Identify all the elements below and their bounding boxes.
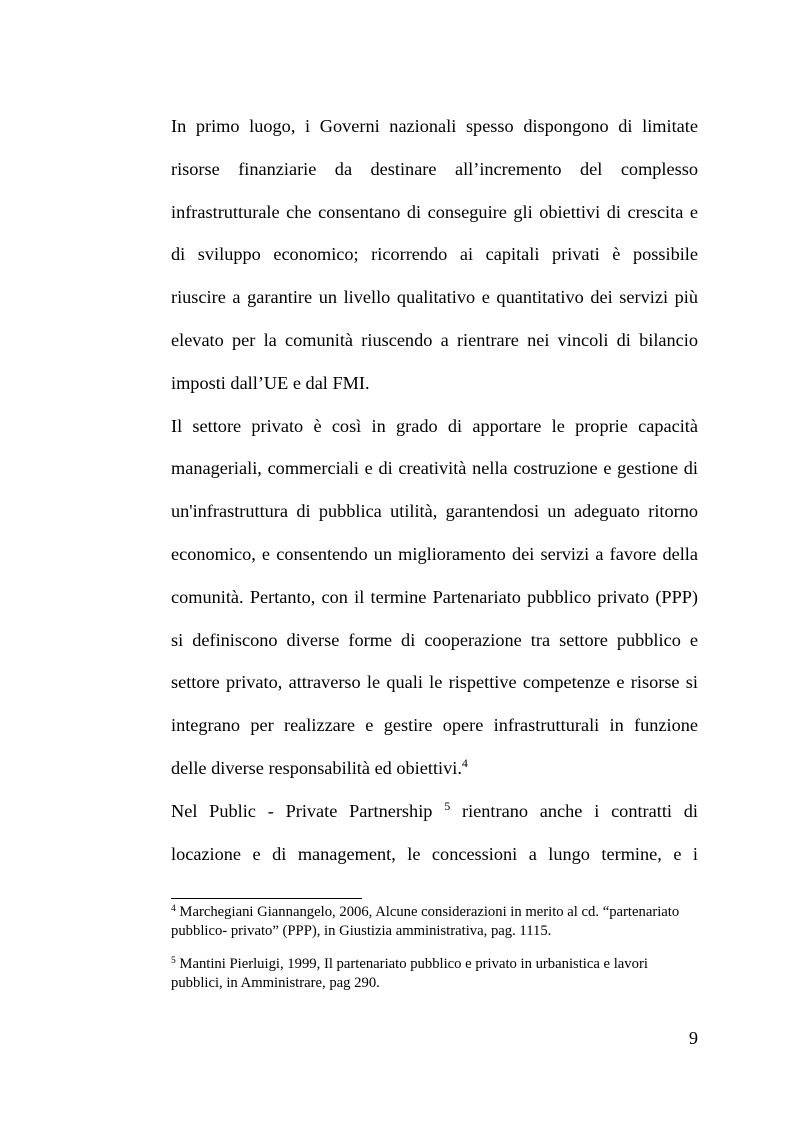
footnote-text: Marchegiani Giannangelo, 2006, Alcune considerazioni in merito al cd. “partenariato <box>179 904 680 920</box>
footnote-line <box>171 903 731 922</box>
text-line: riuscire a garantire un livello qualitativo e quantitativo dei servizi più <box>171 287 698 308</box>
text-line: In primo luogo, i Governi nazionali spesso dispongono di limitate <box>171 116 698 136</box>
footnote-line <box>171 955 731 974</box>
footnote-reference: 5 <box>444 798 451 813</box>
text-line <box>171 790 698 833</box>
text-line: settore privato, attraverso le quali le rispettive competenze e risorse si <box>171 672 698 693</box>
text-line <box>171 747 698 790</box>
text-line: imposti dall’UE e dal FMI. <box>171 372 370 393</box>
text-line-content: rientrano anche i contratti di <box>462 800 698 821</box>
text-line: locazione e di management, le concessioni a lungo termine, e i <box>171 843 698 864</box>
text-line: Il settore privato è così in grado di apportare le proprie capacità <box>171 415 698 436</box>
footnote-separator <box>171 898 362 899</box>
text-line: di sviluppo economico; ricorrendo ai capitali privati è possibile <box>171 244 698 265</box>
text-line: risorse finanziarie da destinare all’incremento del complesso <box>171 158 698 179</box>
text-line: infrastrutturale che consentano di conseguire gli obiettivi di crescita e <box>171 201 698 222</box>
text-line: manageriali, commerciali e di creatività nella costruzione e gestione di <box>171 458 698 479</box>
text-line: integrano per realizzare e gestire opere infrastrutturali in funzione <box>171 715 698 736</box>
body-text <box>171 105 698 875</box>
footnote <box>171 955 731 993</box>
footnote-mark: 4 <box>171 904 176 914</box>
footnote-line: pubblico- privato” (PPP), in Giustizia amministrativa, pag. 1115. <box>171 923 552 939</box>
text-line: un'infrastruttura di pubblica utilità, garantendosi un adeguato ritorno <box>171 501 698 522</box>
text-line: economico, e consentendo un miglioramento dei servizi a favore della <box>171 543 698 564</box>
text-line: comunità. Pertanto, con il termine Partenariato pubblico privato (PPP) <box>171 586 698 607</box>
text-line-content: delle diverse responsabilità ed obiettivi. <box>171 757 462 778</box>
text-line-content: Nel Public - Private Partnership <box>171 800 433 821</box>
footnote <box>171 903 731 941</box>
text-line: si definiscono diverse forme di cooperazione tra settore pubblico e <box>171 629 698 650</box>
footnote-reference: 4 <box>461 755 468 770</box>
footnotes <box>171 903 731 993</box>
footnote-mark: 5 <box>171 956 176 966</box>
footnote-line: pubblici, in Amministrare, pag 290. <box>171 975 380 991</box>
text-line: elevato per la comunità riuscendo a rientrare nei vincoli di bilancio <box>171 329 698 350</box>
page-number: 9 <box>688 1028 698 1048</box>
footnote-text: Mantini Pierluigi, 1999, Il partenariato pubblico e privato in urbanistica e lavori <box>179 956 648 972</box>
